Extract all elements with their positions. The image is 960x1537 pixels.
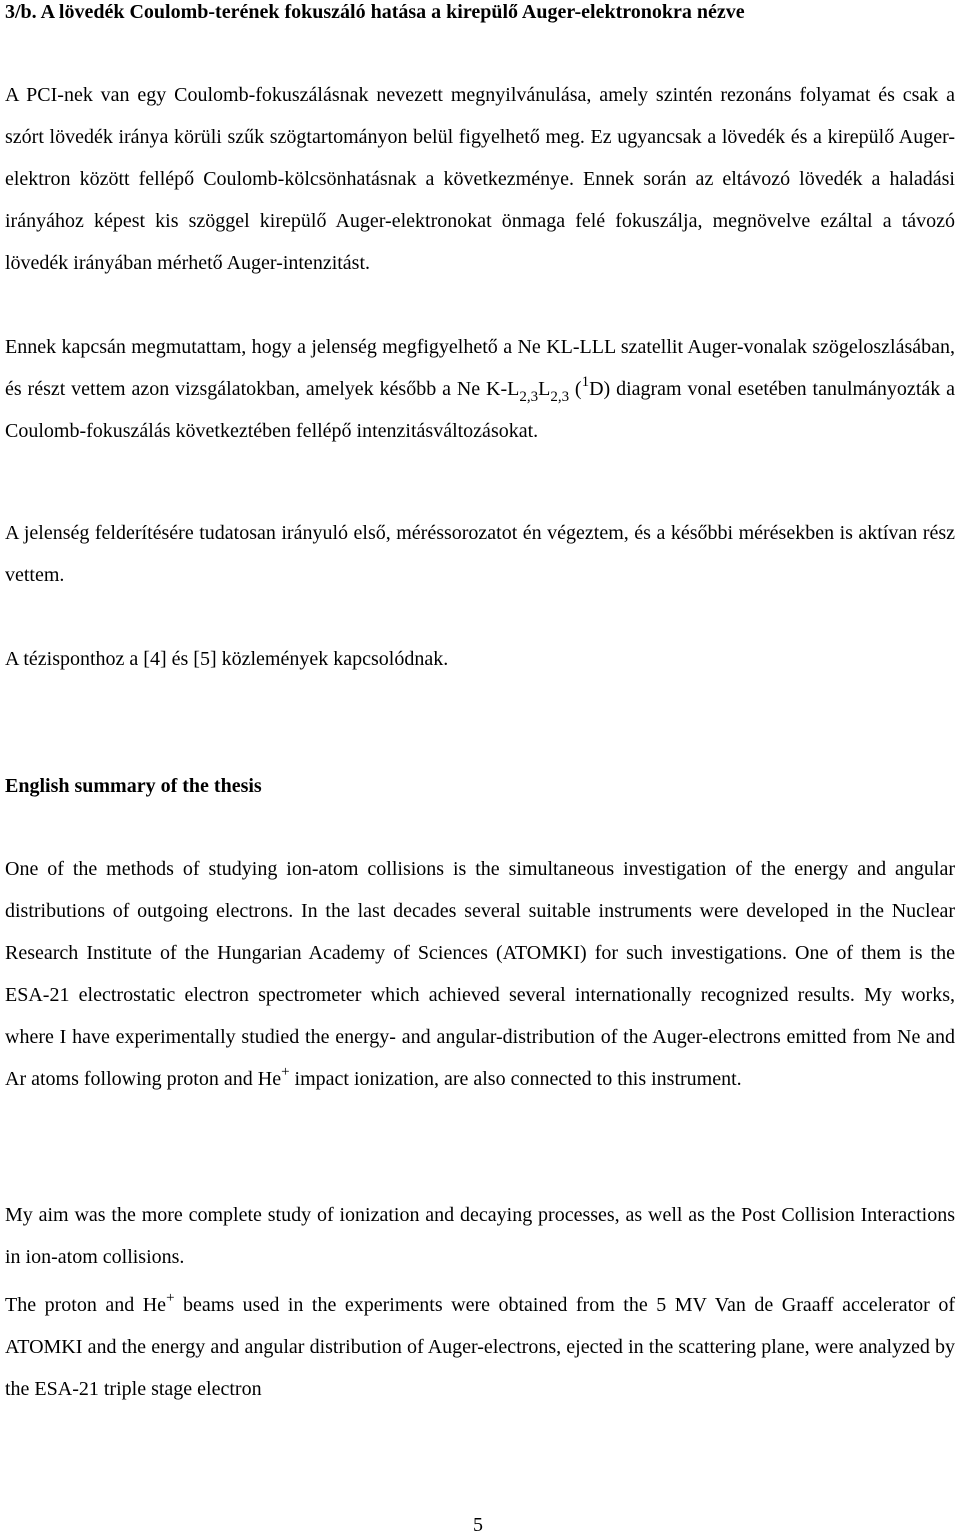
section-paragraph-1: A PCI-nek van egy Coulomb-fokuszálásnak nevezett megnyilvánulása, amely szintén rezonáns folyamat és csak a szórt lövedék iránya körüli szűk szögtartományon belül figyelhető meg. Ez ugyancsak a lövedék és a kirepülő Auger-elektron között fellépő Coulomb-kölcsönhatásnak a következménye. Ennek során az eltávozó lövedék a haladási irányához képest kis szöggel kirepülő Auger-elektronokat önmaga felé fokuszálja, megnövelve ezáltal a távozó lövedék irányában mérhető Auger-intenzitást. bbox=[5, 84, 955, 274]
section-heading: 3/b. A lövedék Coulomb-terének fokuszáló hatása a kirepülő Auger-elektronokra nézve bbox=[5, 1, 745, 23]
section-paragraph-2 bbox=[5, 326, 955, 452]
section-paragraph-2-text-d: D) diagram vonal esetében tanulmányozták a Coulomb-fokuszálás következtében fellépő intenzitásváltozásokat. bbox=[5, 378, 955, 442]
summary-paragraph-3-text-b: beams used in the experiments were obtained from the 5 MV Van de Graaff accelerator of ATOMKI and the energy and angular distribution of Auger-electrons, ejected in the scattering plane, were analyzed by the ESA-21 triple stage electron bbox=[5, 1294, 955, 1400]
summary-paragraph-1-text-b: impact ionization, are also connected to this instrument. bbox=[289, 1068, 742, 1090]
section-paragraph-2-text-c: ( bbox=[569, 378, 582, 400]
summary-paragraph-3-text-a: The proton and He bbox=[5, 1294, 167, 1316]
summary-paragraph-1-text-a: One of the methods of studying ion-atom collisions is the simultaneous investigation of the energy and angular distributions of outgoing electrons. In the last decades several suitable instruments were developed in the Nuclear Research Institute of the Hungarian Academy of Sciences (ATOMKI) for such investigations. One of them is the ESA-21 electrostatic electron spectrometer which achieved several internationally recognized results. My works, where I have experimentally studied the energy- and angular-distribution of the Auger-electrons emitted from Ne and Ar atoms following proton and He bbox=[5, 858, 955, 1090]
summary-paragraph-3 bbox=[5, 1284, 955, 1410]
superscript: + bbox=[166, 1290, 175, 1306]
section-paragraph-3: A jelenség felderítésére tudatosan irányuló első, méréssorozatot én végeztem, és a későbbi mérésekben is aktívan rész vettem. bbox=[5, 522, 955, 586]
section-paragraph-2-text-a: Ennek kapcsán megmutattam, hogy a jelenség megfigyelhető a Ne KL-LLL szatellit Auger-vonalak szögeloszlásában, és részt vettem azon vizsgálatokban, amelyek később a Ne K-L bbox=[5, 336, 955, 400]
summary-heading: English summary of the thesis bbox=[5, 775, 262, 797]
superscript: + bbox=[281, 1064, 290, 1080]
subscript: 2,3 bbox=[519, 389, 539, 405]
section-paragraph-4: A tézisponthoz a [4] és [5] közlemények kapcsolódnak. bbox=[5, 648, 449, 670]
superscript: 1 bbox=[581, 374, 590, 390]
section-paragraph-2-text-b: L bbox=[538, 378, 551, 400]
summary-paragraph-2: My aim was the more complete study of ionization and decaying processes, as well as the Post Collision Interactions in ion-atom collisions. bbox=[5, 1204, 955, 1268]
subscript: 2,3 bbox=[550, 389, 570, 405]
summary-paragraph-1 bbox=[5, 848, 955, 1100]
page-number: 5 bbox=[473, 1514, 483, 1536]
